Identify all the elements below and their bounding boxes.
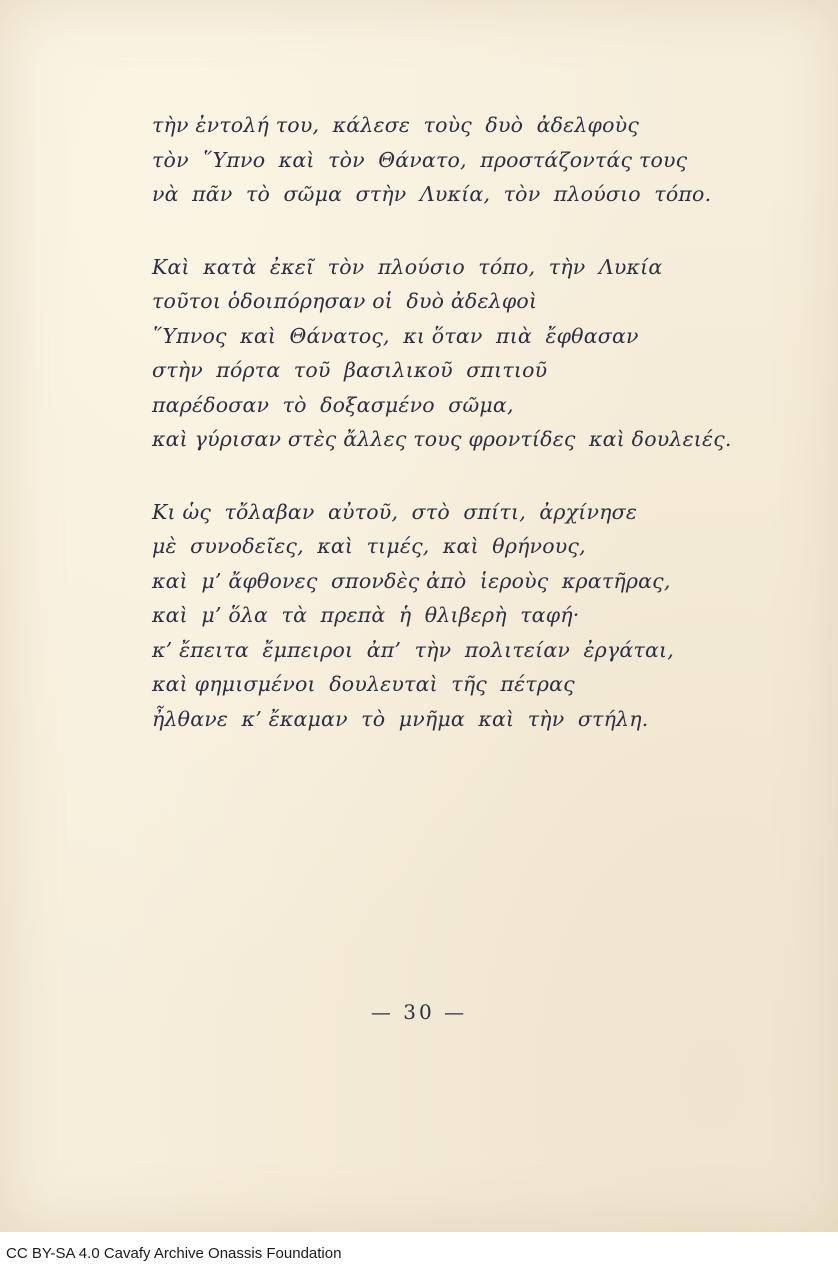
poem-line: τοῦτοι ὁδοιπόρησαν οἱ δυὸ ἀδελφοὶ — [152, 289, 538, 313]
poem-line: τὸν ῞Υπνο καὶ τὸν Θάνατο, προστάζοντάς τους — [152, 147, 688, 172]
attribution-bar — [0, 1232, 838, 1274]
poem-line: μὲ συνοδεῖες, καὶ τιμές, καὶ θρήνους, — [152, 534, 586, 558]
poem-line: ῞Υπνος καὶ Θάνατος, κι ὅταν πιὰ ἔφθασαν — [152, 323, 639, 348]
poem-line: στὴν πόρτα τοῦ βασιλικοῦ σπιτιοῦ — [152, 358, 548, 382]
poem-line: ἦλθανε κ’ ἔκαμαν τὸ μνῆμα καὶ τὴν στήλη. — [152, 706, 649, 731]
poem-line: νὰ πᾶν τὸ σῶμα στὴν Λυκία, τὸν πλούσιο τόπο. — [152, 182, 712, 206]
stanza — [152, 108, 712, 212]
stanza — [152, 495, 712, 737]
attribution-text: CC BY-SA 4.0 Cavafy Archive Onassis Foundation — [6, 1244, 342, 1262]
poem-line: καὶ μ’ ὅλα τὰ πρεπὰ ἡ θλιβερὴ ταφή· — [152, 603, 580, 627]
poem-line: καὶ φημισμένοι δουλευταὶ τῆς πέτρας — [152, 672, 575, 696]
poem-line: καὶ μ’ ἄφθονες σπονδὲς ἀπὸ ἱεροὺς κρατῆρας, — [152, 568, 671, 593]
poem-line: τὴν ἐντολή του, κάλεσε τοὺς δυὸ ἀδελφοὺς — [152, 113, 639, 137]
poem-line: παρέδοσαν τὸ δοξασμένο σῶμα, — [152, 392, 514, 417]
poem-line: Κι ὡς τὄλαβαν αὐτοῦ, στὸ σπίτι, ἀρχίνησε — [152, 499, 638, 524]
poem-line: κ’ ἔπειτα ἔμπειροι ἀπ’ τὴν πολιτείαν ἐργάται, — [152, 637, 674, 662]
poem-line: καὶ γύρισαν στὲς ἄλλες τους φροντίδες καὶ δουλειές. — [152, 427, 732, 451]
poem-line: Καὶ κατὰ ἐκεῖ τὸν πλούσιο τόπο, τὴν Λυκία — [152, 254, 663, 279]
stanza — [152, 250, 732, 457]
poem-text-block — [152, 108, 732, 736]
page-number: — 30 — — [370, 1000, 468, 1024]
